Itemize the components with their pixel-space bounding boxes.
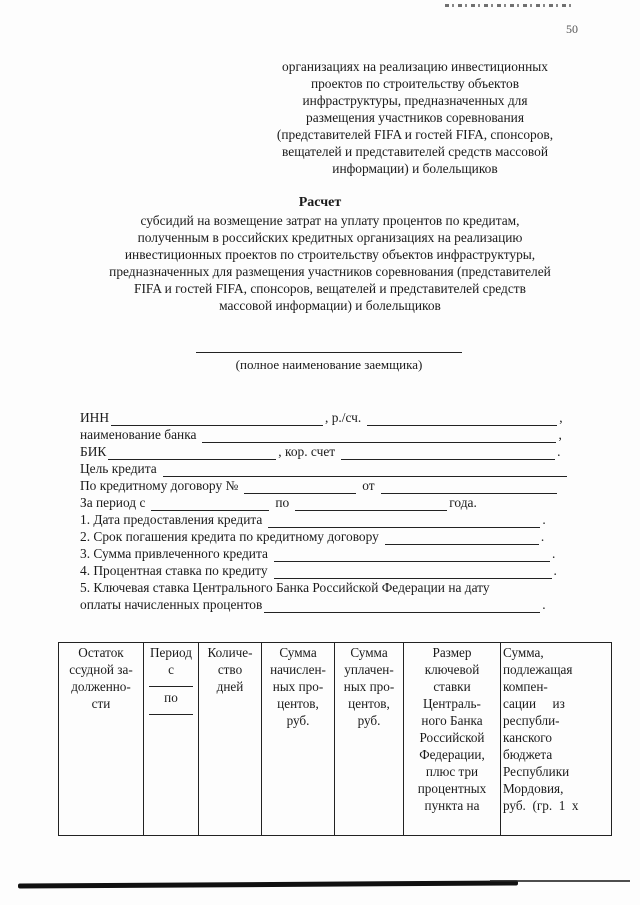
cell-line: ных про- <box>272 679 324 694</box>
cell-line: подлежащая <box>503 662 573 677</box>
cell-line: процентных <box>417 781 487 796</box>
cell-line: ного Банка <box>421 713 483 728</box>
cell-line: руб. <box>357 713 381 728</box>
cell-line: дней <box>216 679 244 694</box>
cell-line: бюджета <box>503 747 553 762</box>
header-line: организациях на реализацию инвестиционных <box>282 59 548 74</box>
cell-line: Количе- <box>207 645 253 660</box>
cell-line: канского <box>503 730 552 745</box>
subtitle-line: предназначенных для размещения участников соревнования (представителей <box>109 264 551 279</box>
subtitle-line: FIFA и гостей FIFA, спонсоров, вещателей и представителей средств <box>134 281 526 296</box>
inn-field[interactable] <box>111 413 323 426</box>
calculation-table <box>58 642 612 836</box>
item2-field[interactable] <box>385 532 539 545</box>
bik-label: БИК <box>80 444 107 459</box>
cell-line: сации из <box>503 696 565 711</box>
item3-field[interactable] <box>274 549 550 562</box>
cell-line: плюс три <box>425 764 479 779</box>
period-from-label: За период с <box>80 495 146 510</box>
header-cell-paid-interest <box>335 643 404 836</box>
punct: . <box>540 529 545 544</box>
loan-agreement-date-field[interactable] <box>381 481 557 494</box>
table-header-row <box>59 643 612 836</box>
cell-line: Сумма, <box>503 645 544 660</box>
account-label: , р./сч. <box>325 410 362 425</box>
cell-line: сти <box>91 696 111 711</box>
punct: . <box>551 546 556 561</box>
cell-line: ключевой <box>424 662 480 677</box>
item5-label-continued: оплаты начисленных процентов <box>80 597 263 612</box>
scan-artifact-bottom-right <box>490 880 630 882</box>
cell-line: Период с <box>150 645 192 677</box>
punct: , <box>558 427 562 442</box>
subtitle-line: субсидий на возмещение затрат на уплату процентов по кредитам, <box>140 213 520 228</box>
document-header <box>250 58 580 177</box>
header-line: проектов по строительству объектов <box>310 76 520 91</box>
header-cell-loan-balance <box>59 643 144 836</box>
header-line: размещения участников соревнования <box>306 110 524 125</box>
period-from-blank <box>149 686 193 687</box>
period-to-label: по <box>275 495 290 510</box>
item1-field[interactable] <box>268 515 540 528</box>
cell-line: центов, <box>277 696 319 711</box>
cell-line: республи- <box>503 713 560 728</box>
scan-artifact-top <box>445 4 575 7</box>
account-field[interactable] <box>367 413 557 426</box>
item5-field[interactable] <box>264 600 540 613</box>
cell-line: ставки <box>433 679 471 694</box>
cell-line: пункта на <box>424 798 480 813</box>
cell-line: долженно- <box>71 679 131 694</box>
cell-line: компен- <box>503 679 548 694</box>
cell-line: ство <box>217 662 243 677</box>
subtitle-line: массовой информации) и болельщиков <box>219 298 441 313</box>
cell-line: Остаток <box>78 645 124 660</box>
cell-line: начислен- <box>270 662 326 677</box>
loan-agreement-label: По кредитному договору № <box>80 478 239 493</box>
loan-agreement-number-field[interactable] <box>244 481 356 494</box>
document-title: Расчет <box>298 195 342 210</box>
cell-line: Централь- <box>423 696 481 711</box>
page-number: 50 <box>566 22 578 36</box>
loan-purpose-field[interactable] <box>163 464 567 477</box>
cell-line: Сумма <box>279 645 317 660</box>
punct: . <box>553 563 557 578</box>
cell-line: ных про- <box>343 679 395 694</box>
period-from-field[interactable] <box>151 498 269 511</box>
header-line: вещателей и представителей средств массовой <box>282 144 548 159</box>
cell-line: центов, <box>348 696 390 711</box>
cell-line: уплачен- <box>344 662 394 677</box>
period-to-field[interactable] <box>295 498 447 511</box>
cell-line: по <box>164 690 178 705</box>
bank-name-field[interactable] <box>202 430 556 443</box>
item4-field[interactable] <box>274 566 552 579</box>
document-subtitle <box>72 212 588 314</box>
cell-line: Федерации, <box>419 747 485 762</box>
cell-line: Мордовия, <box>503 781 564 796</box>
corr-account-field[interactable] <box>341 447 555 460</box>
cell-line: руб. <box>286 713 310 728</box>
from-label: от <box>362 478 375 493</box>
item1-label: 1. Дата предоставления кредита <box>80 512 263 527</box>
cell-line: Российской <box>419 730 485 745</box>
header-line: информации) и болельщиков <box>332 161 498 176</box>
cell-line: руб. (гр. 1 х <box>503 798 579 813</box>
bank-name-label: наименование банка <box>80 427 197 442</box>
header-cell-days <box>199 643 262 836</box>
cell-line: Республики <box>503 764 570 779</box>
punct: , <box>559 410 563 425</box>
borrower-name-field[interactable] <box>196 352 462 353</box>
scan-artifact-bottom <box>18 880 518 888</box>
corr-account-label: , кор. счет <box>278 444 336 459</box>
header-cell-period <box>144 643 199 836</box>
subtitle-line: полученным в российских кредитных организациях на реализацию <box>137 230 523 245</box>
header-cell-key-rate <box>404 643 501 836</box>
inn-label: ИНН <box>80 410 110 425</box>
cell-line: Сумма <box>350 645 388 660</box>
header-cell-accrued-interest <box>262 643 335 836</box>
loan-purpose-label: Цель кредита <box>80 461 157 476</box>
header-line: (представителей FIFA и гостей FIFA, спонсоров, <box>276 127 554 142</box>
item2-label: 2. Срок погашения кредита по кредитному договору <box>80 529 379 544</box>
period-to-blank <box>149 714 193 715</box>
borrower-caption: (полное наименование заемщика) <box>235 357 423 372</box>
punct: . <box>557 444 561 459</box>
header-line: инфраструктуры, предназначенных для <box>302 93 528 108</box>
cell-line: ссудной за- <box>69 662 133 677</box>
punct: . <box>542 512 546 527</box>
cell-line: Размер <box>432 645 472 660</box>
header-cell-compensation <box>501 643 612 836</box>
subtitle-line: инвестиционных проектов по строительству объектов инфраструктуры, <box>124 247 536 262</box>
item5-label: 5. Ключевая ставка Центрального Банка Российской Федерации на дату <box>80 580 490 595</box>
year-label: года. <box>449 495 477 510</box>
item4-label: 4. Процентная ставка по кредиту <box>80 563 268 578</box>
item3-label: 3. Сумма привлеченного кредита <box>80 546 268 561</box>
punct: . <box>542 597 546 612</box>
bik-field[interactable] <box>108 447 276 460</box>
